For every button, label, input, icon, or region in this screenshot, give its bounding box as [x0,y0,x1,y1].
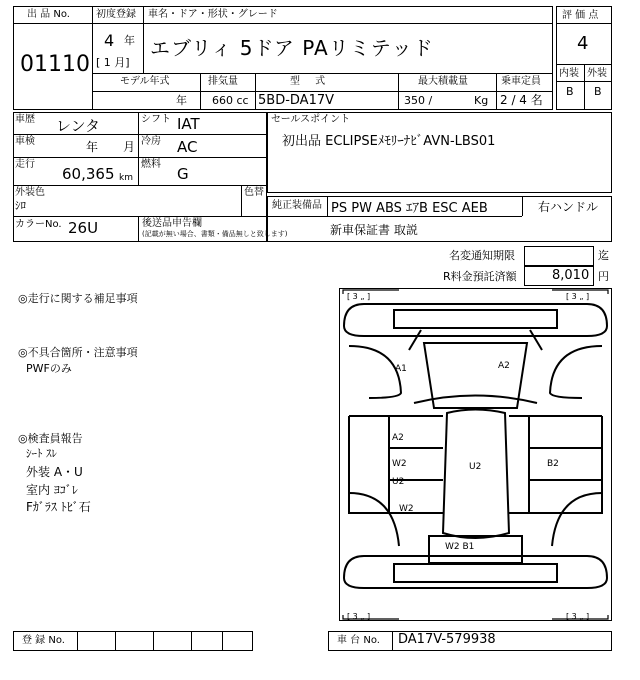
mileage-unit: km [119,173,133,183]
capacity-label: 乗車定員 [501,76,541,87]
interior-grade: B [566,85,574,98]
recycle-fee-suffix: 円 [598,270,609,283]
damage-mark: W2 B1 [445,542,475,552]
fuel-value: G [177,165,189,183]
first-reg-year-unit: 年 [124,34,135,47]
color-no-value: 26U [68,219,99,237]
defects-title: ◎不具合箇所・注意事項 [18,346,138,359]
registration-no-label: 登 録 No. [22,635,65,646]
mileage-label: 走行 [15,159,35,170]
damage-mark: W2 [399,504,414,514]
genuine-equipment-label: 純正装備品 [272,200,322,211]
grade-label: 評 価 点 [562,10,599,21]
corner-badge: [ 3 „ ] [347,292,371,301]
model-year-label: モデル年式 [120,76,170,87]
color-no-label: カラーNo. [15,219,62,230]
interior-grade-label: 内装 [559,68,579,79]
lot-label: 出 品 No. [27,9,70,20]
max-load-value: 350 / [404,94,433,107]
exterior-grade: B [594,85,602,98]
displacement-value: 660 cc [212,94,249,107]
warranty-docs: 新車保証書 取説 [330,223,418,237]
transfer-deadline-suffix: 迄 [598,249,609,262]
exterior-grade-label: 外装 [587,68,607,79]
ext-color-label: 外装色 [15,187,45,198]
capacity-value: 2 / 4 名 [500,93,543,107]
damage-mark: U2 [392,477,405,487]
overall-grade: 4 [577,33,589,54]
model-year-unit: 年 [176,94,187,107]
inspection-label: 車検 [15,136,35,147]
car-name: エブリィ 5ドア PAリミテッド [150,36,434,60]
max-load-label: 最大積載量 [418,76,468,87]
damage-mark: A2 [392,433,404,443]
mileage-value: 60,365 [62,165,115,183]
history-label: 車歴 [15,114,35,125]
lot-number: 01110 [20,52,90,77]
genuine-equipment: PS PW ABS ｴｱB ESC AEB [331,201,488,216]
aftermarket-note: (記載が無い場合、書類・備品無しと致します) [142,230,288,238]
recycle-fee-label: R料金預託済額 [443,270,517,283]
corner-badge: [ 3 „ ] [566,292,590,301]
shift-label: シフト [141,114,171,125]
cooling-label: 冷房 [141,136,161,147]
model-label: 型 式 [290,76,332,87]
damage-mark: U2 [469,462,482,472]
damage-mark: B2 [547,459,559,469]
fuel-label: 燃料 [141,159,161,170]
inspector-line: 外装 A・U [26,465,83,479]
transfer-deadline-label: 名変通知期限 [449,249,515,262]
damage-mark: W2 [392,459,407,469]
driving-notes-title: ◎走行に関する補足事項 [18,292,138,305]
steering-side: 右ハンドル [538,200,599,214]
repaint-label: 色替 [244,187,264,198]
first-reg-label: 初度登録 [96,9,136,20]
chassis-no-label: 車 台 No. [337,635,380,646]
chassis-no-value: DA17V-579938 [398,632,496,647]
transfer-deadline-box [524,246,594,266]
cooling-value: AC [177,138,198,156]
ext-color-value: ｼﾛ [15,199,26,212]
car-outline [339,288,612,621]
sales-point-label: セールスポイント [271,114,351,125]
corner-badge: [ 3 „ ] [566,612,590,621]
car-name-label: 車名・ドア・形状・グレード [148,9,278,20]
shift-value: IAT [177,115,200,133]
history-value: レンタ [56,117,101,135]
damage-mark: A2 [498,361,510,371]
displacement-label: 排気量 [208,76,238,87]
inspector-line: ｼｰﾄ ｽﾚ [26,447,57,460]
defect-item: PWFのみ [26,362,72,375]
first-reg-year: 4 [104,31,115,50]
inspector-line: 室内 ﾖｺﾞﾚ [26,483,78,497]
inspection-month: 月 [123,140,136,154]
model-value: 5BD-DA17V [258,93,335,108]
aftermarket-label: 後送品申告欄 [142,218,202,229]
recycle-fee-value: 8,010 [552,268,590,283]
inspector-title: ◎検査員報告 [18,432,83,445]
inspection-year: 年 [86,140,99,154]
sales-point-text: 初出品 ECLIPSEﾒﾓﾘｰﾅﾋﾞAVN-LBS01 [282,134,496,149]
inspector-line: Fｶﾞﾗｽ ﾄﾋﾞ石 [26,500,91,514]
damage-mark: A1 [395,364,407,374]
corner-badge: [ 3 „ ] [347,612,371,621]
max-load-unit: Kg [474,94,489,107]
first-reg-month: [ 1 月] [96,56,130,69]
